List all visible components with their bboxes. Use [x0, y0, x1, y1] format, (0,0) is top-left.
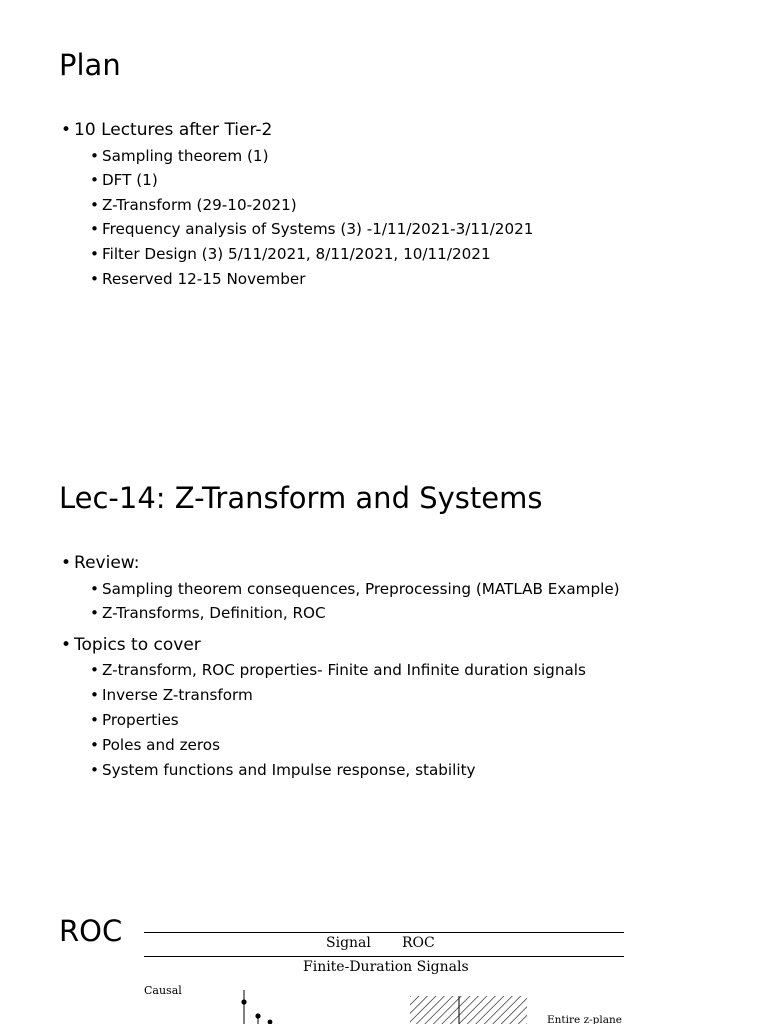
bullet-dot: •	[90, 147, 99, 165]
sub-bullet-text: Frequency analysis of Systems (3) -1/11/2021-3/11/2021	[101, 220, 534, 238]
bullet-dot: •	[90, 196, 99, 214]
sub-bullet-text: Sampling theorem consequences, Preprocessing (MATLAB Example)	[101, 580, 620, 598]
bullet-dot: •	[90, 220, 99, 238]
sub-bullet-text: Z-Transforms, Definition, ROC	[101, 604, 326, 622]
bullet-text: 10 Lectures after Tier-2	[74, 120, 273, 140]
sub-bullet-text: Properties	[101, 711, 179, 729]
sub-bullet-text: Reserved 12-15 November	[101, 270, 306, 288]
bullet-text: Topics to cover	[74, 635, 201, 655]
table-top-rule	[144, 932, 624, 933]
signal-sample	[268, 1020, 273, 1024]
slide-title: ROC	[59, 914, 123, 948]
sub-bullet-text: Sampling theorem (1)	[101, 147, 269, 165]
sub-bullet-text: Z-transform, ROC properties- Finite and Infinite duration signals	[101, 661, 586, 679]
table-header-signal: Signal	[326, 935, 371, 951]
table-section-label: Finite-Duration Signals	[303, 959, 469, 975]
bullet-dot: •	[90, 661, 99, 679]
bullet-dot: •	[90, 761, 99, 779]
bullet-dot: •	[90, 580, 99, 598]
slide-title: Plan	[59, 48, 121, 82]
bullet-dot: •	[61, 120, 72, 140]
bullet-dot: •	[90, 245, 99, 263]
sub-bullet-text: Filter Design (3) 5/11/2021, 8/11/2021, 10/11/2021	[101, 245, 491, 263]
signal-sample	[241, 999, 246, 1004]
roc-hatched-plane	[410, 996, 530, 1024]
sub-bullet-text: Inverse Z-transform	[101, 686, 253, 704]
table-header-rule	[144, 956, 624, 957]
slide-title: Lec-14: Z-Transform and Systems	[59, 481, 543, 515]
bullet-dot: •	[61, 553, 72, 573]
sub-bullet-text: Poles and zeros	[101, 736, 221, 754]
bullet-dot: •	[90, 270, 99, 288]
sub-bullet-text: Z-Transform (29-10-2021)	[101, 196, 297, 214]
table-row-label: Causal	[144, 984, 182, 997]
bullet-dot: •	[61, 635, 72, 655]
bullet-dot: •	[90, 686, 99, 704]
sub-bullet-text: DFT (1)	[101, 171, 158, 189]
signal-sample	[255, 1013, 260, 1018]
bullet-dot: •	[90, 736, 99, 754]
sub-bullet-text: System functions and Impulse response, stability	[101, 761, 476, 779]
bullet-dot: •	[90, 711, 99, 729]
table-header-roc: ROC	[402, 935, 435, 951]
causal-signal-stem-plot	[230, 984, 290, 1024]
roc-region	[410, 996, 527, 1024]
bullet-dot: •	[90, 604, 99, 622]
table-roc-value: Entire z-plane	[547, 1014, 622, 1024]
bullet-text: Review:	[74, 553, 140, 573]
bullet-dot: •	[90, 171, 99, 189]
